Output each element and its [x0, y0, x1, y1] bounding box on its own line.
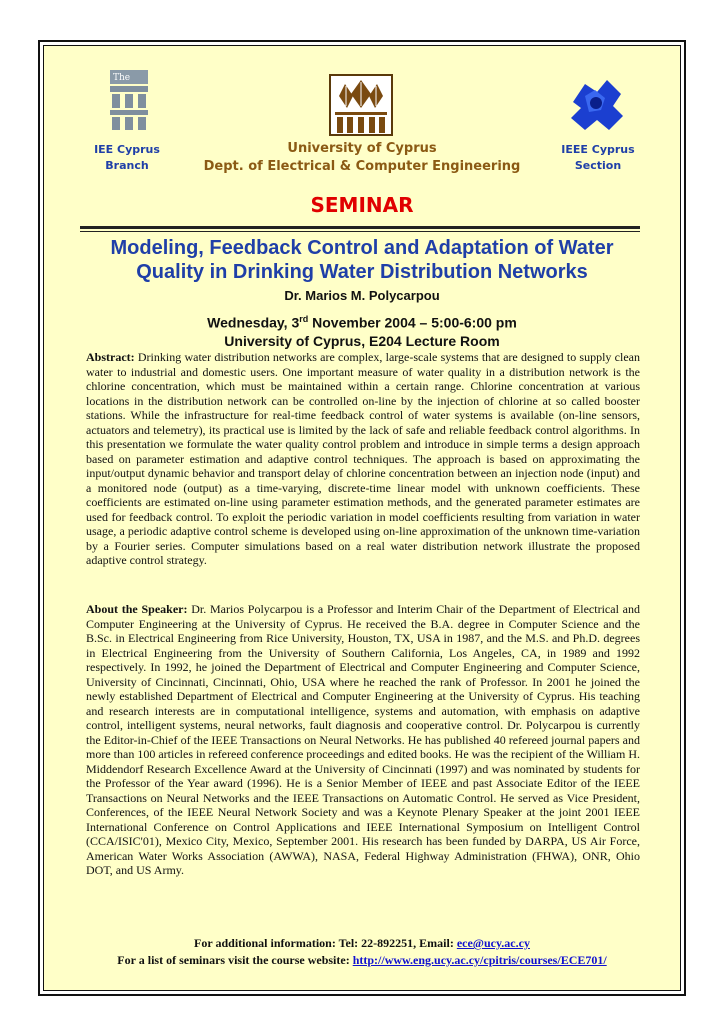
website-link[interactable]: http://www.eng.ucy.ac.cy/cpitris/courses/ECE701/	[352, 953, 607, 967]
abstract-text: Drinking water distribution networks are complex, large-scale systems that are designed to supply clean water to industrial and domestic users. One important measure of water quality in a distribution network is the chlorine concentration, which must be maintained within a certain range. Chlorine concentration at various locations in the distribution network can be controlled on-line by the injection of chlorine at so called booster stations. While the infrastructure for real-time feedback control of water systems is available (on-line sensors, actuators and telemetry), its practical use is limited by the lack of safe and reliable feedback control algorithms. In this presentation we formulate the water quality control problem and introduce in simple terms a design approach based on parameter estimation and adaptive control techniques. The approach is based on approximating the input/output dynamic behavior and transport delay of chlorine concentration between an injection node (input) and a monitored node (output) as a time-varying, discrete-time linear model with unknown coefficients. These coefficients are estimated on-line using parameter estimation methods, and the generated parameter estimates are used for feedback control. To exploit the periodic variation in model coefficients resulting from variation in water usage, a periodic adaptive control scheme is developed using on-line approximation of the unknown time-variation by a Fourier series. Computer simulations based on a real water distribution network illustrate the proposed adaptive control strategy.	[86, 350, 640, 567]
abstract-label: Abstract:	[86, 350, 135, 364]
talk-title-line1: Modeling, Feedback Control and Adaptation of Water	[110, 237, 614, 259]
ieee-cyprus-section-label	[556, 142, 640, 174]
talk-title	[60, 236, 664, 284]
logo-the-text: The	[113, 73, 131, 83]
iee-cyprus-branch-label	[82, 142, 172, 174]
section-text: Section	[574, 159, 622, 172]
talk-title-line2: Quality in Drinking Water Distribution Networks	[136, 261, 588, 283]
about-speaker-label: About the Speaker:	[86, 602, 188, 616]
date-day: Wednesday, 3	[207, 314, 300, 331]
abstract-paragraph	[86, 350, 640, 568]
talk-date	[60, 310, 664, 332]
about-speaker-text: Dr. Marios Polycarpou is a Professor and Interim Chair of the Department of Electrical and Computer Engineering at the University of Cyprus. He received the B.A. degree in Computer Science and the B.Sc. in Electrical Engineering from Rice University, Houston, TX, USA in 1987, and the M.S. and Ph.D. degrees in Electrical Engineering from the University of Southern California, Los Angeles, CA, in 1989 and 1992 respectively. In 1992, he joined the Department of Electrical and Computer Engineering and Computer Science, University of Cincinnati, Cincinnati, Ohio, USA where he reached the rank of Professor. In 2001 he joined the newly established Department of Electrical and Computer Engineering at the University of Cyprus. His teaching and research interests are in computational intelligence, systems and automation, with emphasis on adaptive control, intelligent systems, neural networks, fault diagnosis and cooperative control. Dr. Polycarpou is currently the Editor-in-Chief of the IEEE Transactions on Neural Networks. He has published 40 refereed journal papers and more than 100 articles in refereed conference proceedings and edited books. He was the recipient of the William H. Middendorf Research Excellence Award at the University of Cincinnati (1997) and was nominated by students for the Professor of the Year award (1996). He is a Senior Member of IEEE and past Associate Editor of the IEEE Transactions on Neural Networks and the IEEE Transactions on Automatic Control. He served as Vice President, Conferences, of the IEEE Neural Network Society and was a Keynote Plenary Speaker at the joint 2001 IEEE International Conference on Control Applications and IEEE International Symposium on Intelligent Control (CCA/ISIC'01), Mexico City, Mexico, September 2001. His research has been funded by DARPA, US Air Force, American Water Works Association (AWWA), NASA, Federal Highway Administration (FHWA), ONR, Ohio DOT, and US Army.	[86, 602, 640, 877]
website-info	[60, 952, 664, 969]
email-link[interactable]: ece@ucy.ac.cy	[456, 936, 530, 950]
branch-text: Branch	[105, 159, 149, 172]
university-name: University of Cyprus	[287, 141, 437, 156]
contact-info-label: For additional information: Tel: 22-892251, Email:	[194, 936, 457, 950]
talk-venue: University of Cyprus, E204 Lecture Room	[224, 332, 500, 349]
contact-info	[60, 935, 664, 952]
speaker-name: Dr. Marios M. Polycarpou	[284, 288, 440, 303]
ieee-cyprus-text: IEEE Cyprus	[561, 143, 635, 156]
divider-thin	[80, 231, 640, 232]
iee-logo	[108, 68, 150, 134]
iee-cyprus-text: IEE Cyprus	[94, 143, 160, 156]
ieee-cyprus-logo	[563, 72, 629, 138]
date-suffix: rd	[299, 314, 309, 324]
university-of-cyprus-logo	[329, 74, 393, 136]
divider-thick	[80, 226, 640, 229]
website-label: For a list of seminars visit the course website:	[117, 953, 353, 967]
date-venue	[60, 310, 664, 350]
date-time: November 2004 – 5:00-6:00 pm	[308, 314, 517, 331]
seminar-heading: SEMINAR	[310, 193, 414, 217]
university-heading	[180, 140, 544, 176]
about-speaker-paragraph	[86, 602, 640, 878]
department-name: Dept. of Electrical & Computer Engineering	[203, 159, 521, 174]
